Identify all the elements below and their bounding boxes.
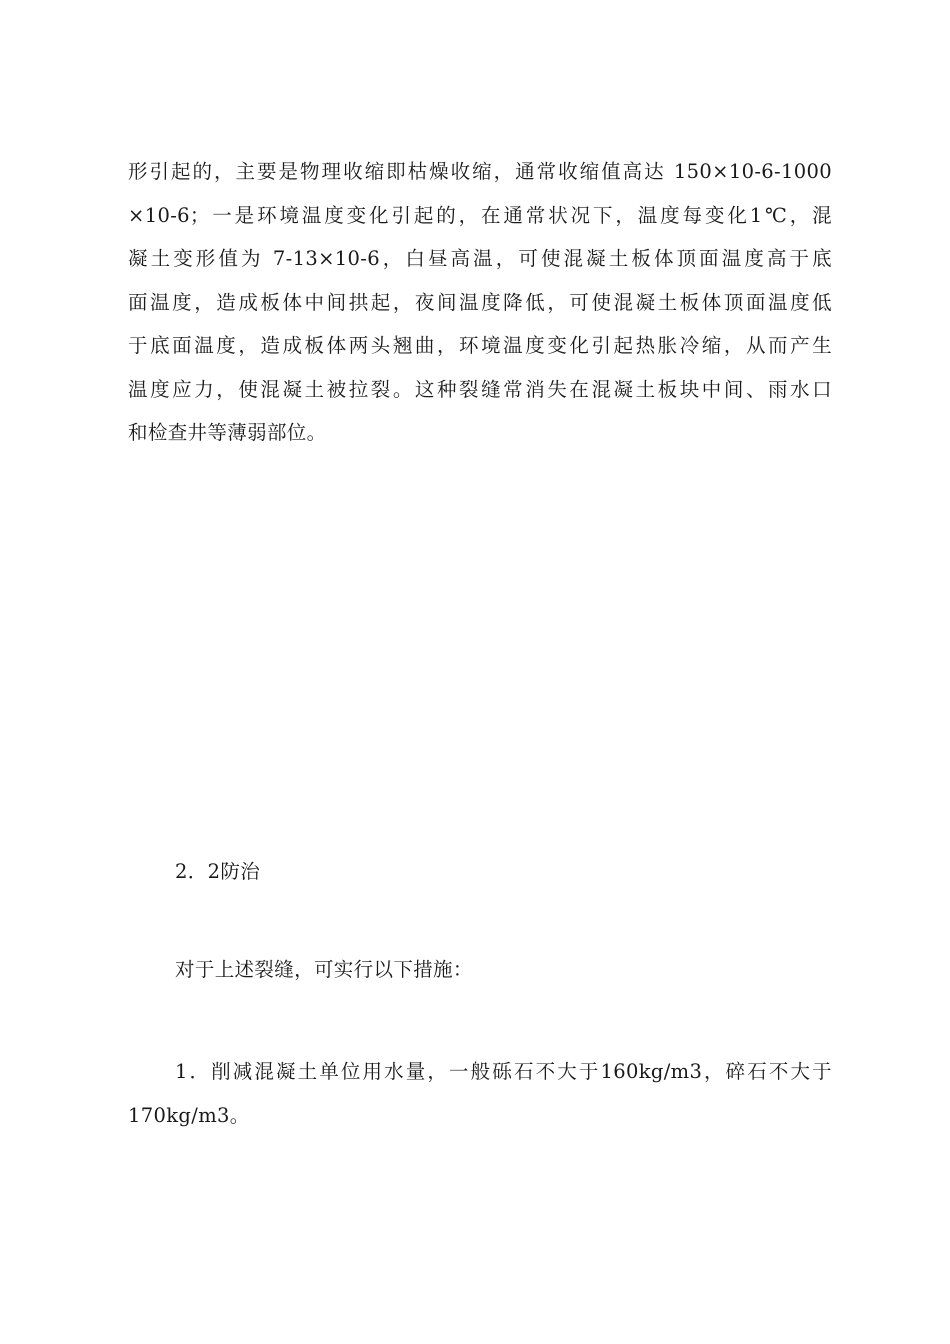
- paragraph-measures-intro: [175, 948, 775, 992]
- paragraph-measure-1: [128, 1050, 832, 1137]
- text-line: ×10-6；一是环境温度变化引起的，在通常状况下，温度每变化1℃，混: [128, 203, 832, 227]
- text-line: 凝土变形值为 7-13×10-6，白昼高温，可使混凝土板体顶面温度高于底: [128, 247, 832, 270]
- section-heading: [175, 850, 575, 894]
- text-line: 170kg/m3。: [128, 1103, 250, 1127]
- text-line: 1．削减混凝土单位用水量，一般砾石不大于160kg/m3，碎石不大于: [175, 1060, 832, 1083]
- text-line: 和检查井等薄弱部位。: [128, 421, 327, 444]
- text-line: 面温度，造成板体中间拱起，夜间温度降低，可使混凝土板体顶面温度低: [128, 290, 832, 314]
- paragraph-shrinkage-causes: [128, 150, 832, 455]
- text-line: 形引起的，主要是物理收缩即枯燥收缩，通常收缩值高达 150×10-6-1000: [128, 160, 832, 183]
- text-line: 对于上述裂缝，可实行以下措施：: [175, 958, 473, 981]
- text-line: 于底面温度，造成板体两头翘曲，环境温度变化引起热胀冷缩，从而产生: [128, 334, 832, 357]
- text-line: 温度应力，使混凝土被拉裂。这种裂缝常消失在混凝土板块中间、雨水口: [128, 377, 832, 401]
- section-heading-text: 2．2防治: [175, 860, 261, 883]
